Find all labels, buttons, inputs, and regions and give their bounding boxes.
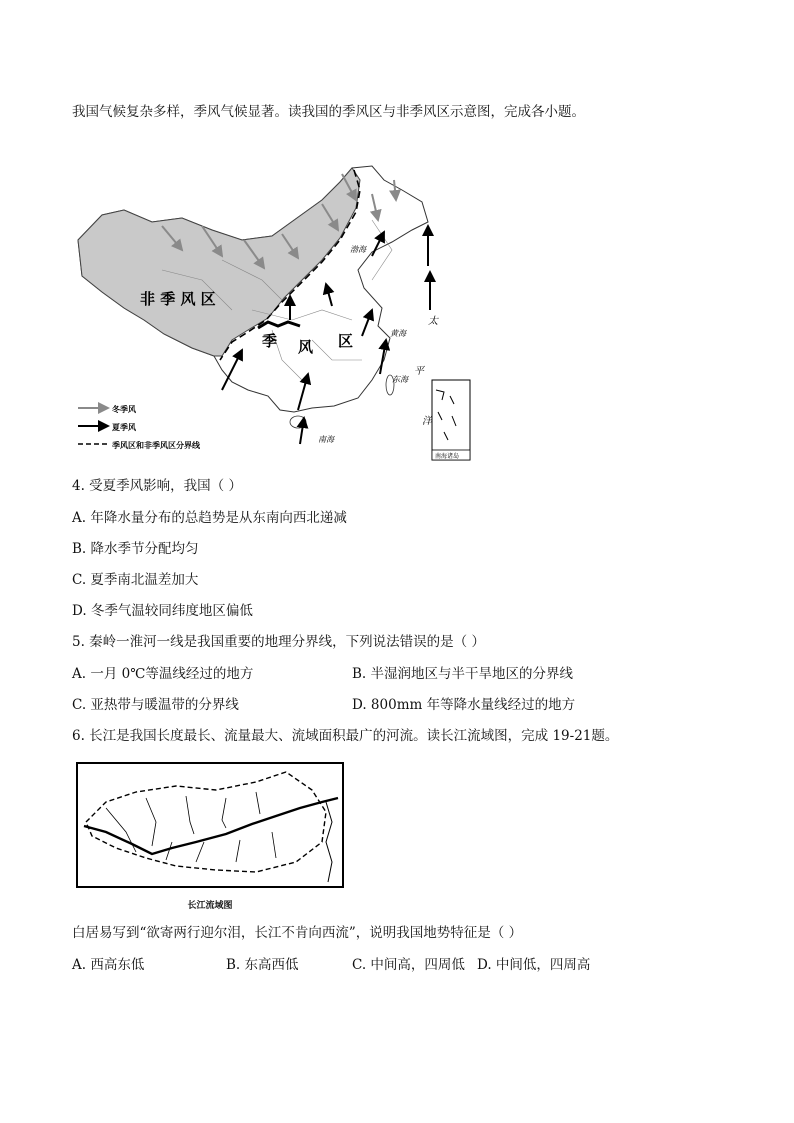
q7-option-a[interactable]: A. 西高东低 bbox=[72, 957, 145, 973]
q6-stem: 6. 长江是我国长度最长、流量最大、流域面积最广的河流。读长江流域图，完成 19-21题。 bbox=[72, 728, 619, 744]
legend-boundary: 季风区和非季风区分界线 bbox=[112, 441, 200, 450]
q4-stem: 4. 受夏季风影响，我国（ ） bbox=[72, 478, 242, 494]
q4-option-d[interactable]: D. 冬季气温较同纬度地区偏低 bbox=[72, 603, 253, 619]
label-monsoon-3: 区 bbox=[338, 332, 354, 350]
q4-option-a[interactable]: A. 年降水量分布的总趋势是从东南向西北递减 bbox=[72, 510, 347, 526]
label-donghai: 东海 bbox=[392, 375, 408, 384]
q7-option-d[interactable]: D. 中间低，四周高 bbox=[477, 957, 591, 973]
monsoon-region-map bbox=[72, 160, 472, 462]
inset-label: 南海诸岛 bbox=[435, 453, 460, 460]
q7-option-c[interactable]: C. 中间高，四周低 bbox=[352, 957, 465, 973]
legend-winter: 冬季风 bbox=[112, 405, 136, 414]
q7-option-b[interactable]: B. 东高西低 bbox=[226, 957, 299, 973]
yangtze-map-caption: 长江流域图 bbox=[187, 901, 233, 911]
legend-summer: 夏季风 bbox=[112, 423, 136, 432]
label-monsoon-2: 风 bbox=[298, 338, 314, 356]
q5-option-c[interactable]: C. 亚热带与暖温带的分界线 bbox=[72, 697, 239, 713]
label-huanghai: 黄海 bbox=[390, 329, 406, 338]
yangtze-basin-map bbox=[76, 762, 344, 910]
south-china-sea-inset bbox=[432, 380, 470, 460]
q5-option-d[interactable]: D. 800mm 年等降水量线经过的地方 bbox=[352, 697, 576, 713]
label-non-monsoon: 非 季 风 区 bbox=[140, 290, 216, 308]
q7-stem: 白居易写到“欲寄两行迎尔泪，长江不肯向西流”，说明我国地势特征是（ ） bbox=[72, 925, 523, 941]
q5-option-a[interactable]: A. 一月 0℃等温线经过的地方 bbox=[72, 666, 254, 682]
label-nanhai: 南海 bbox=[318, 435, 334, 444]
q5-stem: 5. 秦岭一淮河一线是我国重要的地理分界线，下列说法错误的是（ ） bbox=[72, 634, 485, 650]
label-ocean-3: 洋 bbox=[422, 416, 432, 427]
label-ocean-1: 太 bbox=[428, 316, 438, 327]
q4-option-b[interactable]: B. 降水季节分配均匀 bbox=[72, 541, 199, 557]
label-monsoon-1: 季 bbox=[262, 332, 278, 350]
label-ocean-2: 平 bbox=[414, 366, 424, 377]
q5-option-b[interactable]: B. 半湿润地区与半干旱地区的分界线 bbox=[352, 666, 574, 682]
label-bohai: 渤海 bbox=[350, 245, 366, 254]
map-legend bbox=[78, 404, 201, 450]
intro-text: 我国气候复杂多样，季风气候显著。读我国的季风区与非季风区示意图，完成各小题。 bbox=[72, 104, 585, 120]
q4-option-c[interactable]: C. 夏季南北温差加大 bbox=[72, 572, 199, 588]
